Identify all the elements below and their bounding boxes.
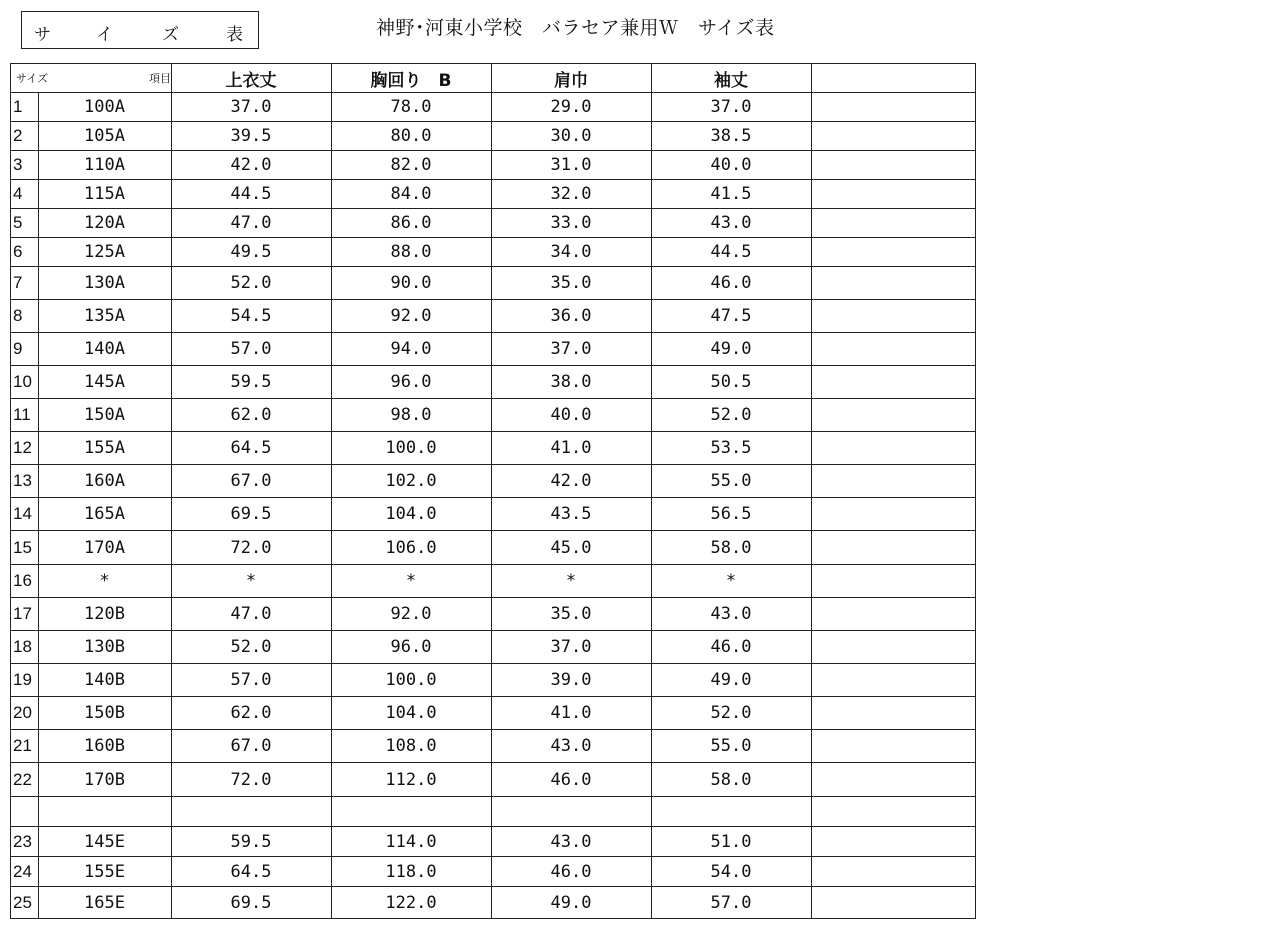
shoulder-cell: 38.0 [550, 372, 592, 392]
shoulder-cell: 36.0 [550, 306, 592, 326]
chest-cell: 90.0 [390, 273, 432, 293]
row-number: 24 [13, 861, 32, 881]
chest-cell: 100.0 [385, 438, 437, 458]
shoulder-cell: 37.0 [550, 637, 592, 657]
row-number: 16 [13, 571, 32, 590]
shoulder-cell: * [565, 571, 577, 591]
table-row [10, 597, 976, 630]
sleeve-cell: 44.5 [710, 242, 752, 262]
shoulder-cell: 49.0 [550, 892, 592, 913]
length-cell: 52.0 [230, 637, 272, 657]
table-row [10, 398, 976, 431]
chest-cell: 112.0 [385, 769, 437, 790]
size-cell: 160A [84, 471, 125, 491]
table-row [10, 762, 976, 796]
length-cell: 47.0 [230, 213, 272, 233]
length-cell: 59.5 [230, 372, 272, 392]
shoulder-cell: 43.0 [550, 736, 592, 756]
sleeve-cell: 58.0 [710, 537, 752, 558]
size-cell: 140A [84, 339, 125, 359]
row-number: 7 [13, 273, 23, 292]
label-char: サ [34, 25, 51, 45]
row-number: 20 [13, 703, 32, 722]
length-cell: 67.0 [230, 736, 272, 756]
size-cell: 155E [84, 861, 125, 882]
sleeve-cell: 51.0 [710, 831, 752, 852]
sleeve-cell: 55.0 [710, 471, 752, 491]
sleeve-cell: 52.0 [710, 405, 752, 425]
shoulder-cell: 35.0 [550, 604, 592, 624]
table-row [10, 886, 976, 919]
table-row [10, 92, 976, 121]
sleeve-cell: 40.0 [710, 155, 752, 175]
chest-cell: 86.0 [390, 213, 432, 233]
sleeve-cell: 47.5 [710, 306, 752, 326]
size-cell: 120A [84, 213, 125, 233]
row-number: 13 [13, 471, 32, 490]
shoulder-cell: 46.0 [550, 769, 592, 790]
size-cell: 105A [84, 126, 125, 146]
table-row [10, 266, 976, 299]
chest-cell: 114.0 [385, 831, 437, 852]
length-cell: 69.5 [230, 892, 272, 913]
row-number: 21 [13, 736, 32, 755]
table-column-divider [10, 63, 11, 919]
length-cell: 49.5 [230, 242, 272, 262]
size-cell: 140B [84, 670, 125, 690]
table-row [10, 121, 976, 150]
shoulder-cell: 33.0 [550, 213, 592, 233]
table-column-divider [975, 63, 976, 919]
shoulder-cell [491, 797, 651, 826]
shoulder-cell: 30.0 [550, 126, 592, 146]
size-cell: 115A [84, 184, 125, 204]
chest-cell: 102.0 [385, 471, 437, 491]
shoulder-cell: 41.0 [550, 438, 592, 458]
table-column-divider [811, 63, 812, 919]
row-number: 14 [13, 504, 32, 523]
sleeve-cell: 38.5 [710, 126, 752, 146]
sleeve-cell: 43.0 [710, 213, 752, 233]
shoulder-cell: 41.0 [550, 703, 592, 723]
size-cell: 155A [84, 438, 125, 458]
size-cell: 130A [84, 273, 125, 293]
size-cell [38, 797, 171, 826]
sleeve-cell: 58.0 [710, 769, 752, 790]
chest-cell: 80.0 [390, 126, 432, 146]
size-cell: 150A [84, 405, 125, 425]
column-header-chest: 胸回り B [370, 70, 452, 91]
table-row [10, 530, 976, 564]
length-cell: 59.5 [230, 831, 272, 852]
chest-cell: 104.0 [385, 504, 437, 524]
length-cell: 67.0 [230, 471, 272, 491]
shoulder-cell: 45.0 [550, 537, 592, 558]
table-row [10, 630, 976, 663]
column-header-length: 上衣丈 [225, 70, 277, 91]
length-cell: 62.0 [230, 405, 272, 425]
length-cell: 44.5 [230, 184, 272, 204]
row-number [10, 797, 41, 826]
table-row [10, 237, 976, 266]
length-cell: 39.5 [230, 126, 272, 146]
sleeve-cell: 55.0 [710, 736, 752, 756]
size-cell: 145E [84, 831, 125, 852]
chest-cell: 94.0 [390, 339, 432, 359]
shoulder-cell: 40.0 [550, 405, 592, 425]
size-cell: 135A [84, 306, 125, 326]
row-number: 15 [13, 537, 32, 557]
chest-cell: 100.0 [385, 670, 437, 690]
sleeve-cell: 46.0 [710, 637, 752, 657]
size-cell: 125A [84, 242, 125, 262]
row-number: 23 [13, 831, 32, 851]
size-header-label: サイズ [16, 72, 49, 85]
row-number: 11 [13, 405, 31, 424]
row-number: 19 [13, 670, 32, 689]
row-number: 5 [13, 213, 23, 232]
row-number: 18 [13, 637, 32, 656]
size-cell: 110A [84, 155, 125, 175]
row-number: 22 [13, 769, 32, 789]
size-table-label-box [21, 11, 259, 49]
row-number: 4 [13, 184, 23, 203]
length-cell: 54.5 [230, 306, 272, 326]
length-cell: * [245, 571, 257, 591]
length-cell: 72.0 [230, 537, 272, 558]
table-row [10, 564, 976, 597]
table-column-divider [651, 63, 652, 919]
table-row [10, 464, 976, 497]
chest-cell: 92.0 [390, 306, 432, 326]
chest-cell: 104.0 [385, 703, 437, 723]
column-header-sleeve: 袖丈 [714, 70, 748, 91]
length-cell: 37.0 [230, 97, 272, 117]
size-cell: 130B [84, 637, 125, 657]
shoulder-cell: 43.5 [550, 504, 592, 524]
row-number: 17 [13, 604, 32, 623]
size-cell: 170B [84, 769, 125, 790]
table-row [10, 431, 976, 464]
row-number: 1 [13, 97, 23, 116]
table-row [10, 826, 976, 856]
table-row [10, 856, 976, 886]
item-header-label: 項目 [149, 72, 171, 85]
sleeve-cell: 43.0 [710, 604, 752, 624]
row-number: 25 [13, 892, 32, 912]
chest-cell: * [405, 571, 417, 591]
document-title: 神野･河東小学校 バラセア兼用Ｗ サイズ表 [376, 17, 775, 39]
length-cell [171, 797, 331, 826]
size-cell: 160B [84, 736, 125, 756]
sleeve-cell: 53.5 [710, 438, 752, 458]
table-row [10, 299, 976, 332]
sleeve-cell: 57.0 [710, 892, 752, 913]
row-number: 3 [13, 155, 23, 174]
table-row [10, 663, 976, 696]
table-row [10, 150, 976, 179]
size-cell: 165A [84, 504, 125, 524]
sleeve-cell: 49.0 [710, 339, 752, 359]
column-header-shoulder: 肩巾 [554, 70, 588, 91]
shoulder-cell: 31.0 [550, 155, 592, 175]
row-number: 12 [13, 438, 32, 457]
chest-cell: 118.0 [385, 861, 437, 882]
shoulder-cell: 29.0 [550, 97, 592, 117]
shoulder-cell: 39.0 [550, 670, 592, 690]
table-header-row [10, 63, 976, 92]
size-table [10, 63, 976, 921]
length-cell: 57.0 [230, 670, 272, 690]
shoulder-cell: 34.0 [550, 242, 592, 262]
label-char: 表 [226, 25, 243, 45]
shoulder-cell: 46.0 [550, 861, 592, 882]
chest-cell: 122.0 [385, 892, 437, 913]
size-cell: 120B [84, 604, 125, 624]
length-cell: 64.5 [230, 861, 272, 882]
sleeve-cell: 41.5 [710, 184, 752, 204]
row-number: 6 [13, 242, 23, 261]
chest-cell: 82.0 [390, 155, 432, 175]
shoulder-cell: 37.0 [550, 339, 592, 359]
label-char: イ [96, 25, 113, 45]
length-cell: 72.0 [230, 769, 272, 790]
table-row [10, 696, 976, 729]
sleeve-cell: 54.0 [710, 861, 752, 882]
chest-cell: 106.0 [385, 537, 437, 558]
length-cell: 69.5 [230, 504, 272, 524]
length-cell: 47.0 [230, 604, 272, 624]
sleeve-cell: 46.0 [710, 273, 752, 293]
table-column-divider [331, 63, 332, 919]
row-number: 8 [13, 306, 23, 325]
row-number: 9 [13, 339, 23, 358]
sleeve-cell: 56.5 [710, 504, 752, 524]
size-cell: 145A [84, 372, 125, 392]
sleeve-cell: 37.0 [710, 97, 752, 117]
table-column-divider [491, 63, 492, 919]
size-cell: * [99, 571, 110, 591]
table-row [10, 208, 976, 237]
table-column-divider [38, 92, 39, 919]
shoulder-cell: 32.0 [550, 184, 592, 204]
table-row [10, 497, 976, 530]
table-row [10, 729, 976, 762]
sleeve-cell: * [725, 571, 737, 591]
shoulder-cell: 42.0 [550, 471, 592, 491]
table-column-divider [171, 63, 172, 919]
table-row [10, 332, 976, 365]
sleeve-cell: 49.0 [710, 670, 752, 690]
chest-cell: 84.0 [390, 184, 432, 204]
table-row [10, 365, 976, 398]
chest-cell [331, 797, 491, 826]
size-cell: 100A [84, 97, 125, 117]
chest-cell: 108.0 [385, 736, 437, 756]
size-cell: 165E [84, 892, 125, 913]
chest-cell: 92.0 [390, 604, 432, 624]
shoulder-cell: 35.0 [550, 273, 592, 293]
length-cell: 52.0 [230, 273, 272, 293]
shoulder-cell: 43.0 [550, 831, 592, 852]
table-row [10, 796, 976, 826]
size-cell: 170A [84, 537, 125, 558]
row-number: 10 [13, 372, 32, 391]
chest-cell: 78.0 [390, 97, 432, 117]
length-cell: 64.5 [230, 438, 272, 458]
row-number: 2 [13, 126, 23, 145]
chest-cell: 96.0 [390, 372, 432, 392]
sleeve-cell: 50.5 [710, 372, 752, 392]
length-cell: 62.0 [230, 703, 272, 723]
chest-cell: 98.0 [390, 405, 432, 425]
label-char: ズ [162, 25, 179, 45]
size-cell: 150B [84, 703, 125, 723]
table-row [10, 179, 976, 208]
chest-cell: 96.0 [390, 637, 432, 657]
sleeve-cell [651, 797, 811, 826]
chest-cell: 88.0 [390, 242, 432, 262]
length-cell: 57.0 [230, 339, 272, 359]
sleeve-cell: 52.0 [710, 703, 752, 723]
length-cell: 42.0 [230, 155, 272, 175]
